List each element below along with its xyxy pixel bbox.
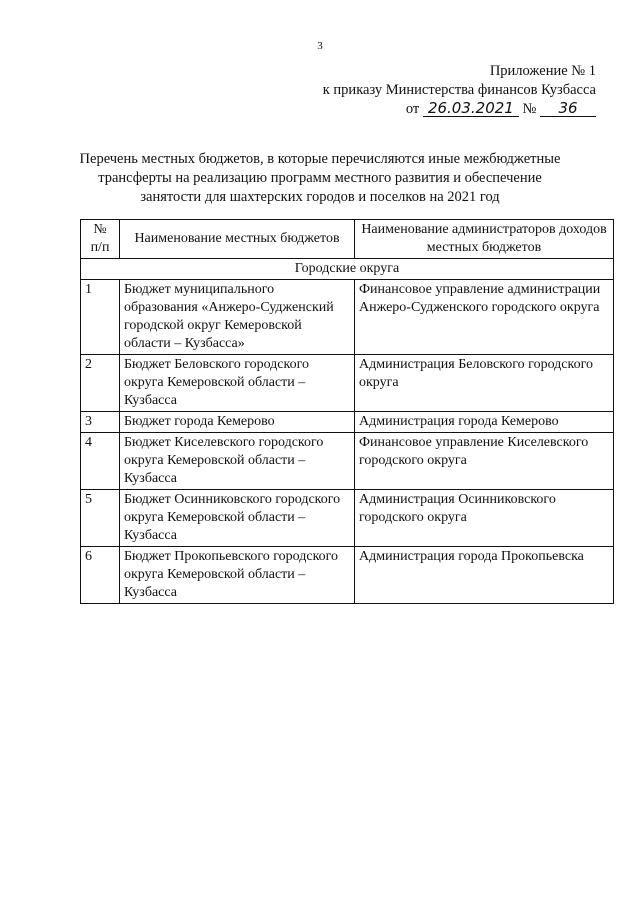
row-number: 5 bbox=[81, 490, 120, 547]
table-row bbox=[81, 355, 614, 412]
appendix-order-ref: к приказу Министерства финансов Кузбасса bbox=[322, 82, 596, 98]
title-line-2: трансферты на реализацию программ местного развития и обеспечение bbox=[98, 170, 542, 186]
header-budget: Наименование местных бюджетов bbox=[120, 220, 355, 259]
appendix-block bbox=[236, 62, 596, 119]
header-num bbox=[81, 220, 120, 259]
table-row bbox=[81, 280, 614, 355]
row-number: 6 bbox=[81, 547, 120, 604]
row-budget-name: Бюджет Осинниковского городского округа Кемеровской области – Кузбасса bbox=[120, 490, 355, 547]
row-budget-name: Бюджет муниципального образования «Анжеро-Судженский городской округ Кемеровской области – Кузбасса» bbox=[120, 280, 355, 355]
section-label: Городские округа bbox=[81, 259, 614, 280]
header-admin: Наименование администраторов доходов местных бюджетов bbox=[355, 220, 614, 259]
appendix-title: Приложение № 1 bbox=[489, 63, 596, 79]
table-row bbox=[81, 433, 614, 490]
row-admin-name: Финансовое управление Киселевского городского округа bbox=[355, 433, 614, 490]
row-admin-name: Администрация Беловского городского округа bbox=[355, 355, 614, 412]
handwritten-number: 36 bbox=[540, 101, 596, 117]
number-prefix: № bbox=[522, 101, 537, 117]
table-row bbox=[81, 412, 614, 433]
section-row bbox=[81, 259, 614, 280]
table-row bbox=[81, 547, 614, 604]
table-row bbox=[81, 490, 614, 547]
row-number: 4 bbox=[81, 433, 120, 490]
row-admin-name: Администрация Осинниковского городского округа bbox=[355, 490, 614, 547]
row-admin-name: Финансовое управление администрации Анжеро-Судженского городского округа bbox=[355, 280, 614, 355]
page-number: 3 bbox=[317, 40, 323, 52]
budgets-table bbox=[80, 219, 614, 604]
row-admin-name: Администрация города Прокопьевска bbox=[355, 547, 614, 604]
header-num-label: п/п bbox=[90, 240, 110, 255]
header-num-symbol: № bbox=[93, 222, 107, 237]
row-budget-name: Бюджет Прокопьевского городского округа Кемеровской области – Кузбасса bbox=[120, 547, 355, 604]
row-budget-name: Бюджет Киселевского городского округа Кемеровской области – Кузбасса bbox=[120, 433, 355, 490]
title-line-3: занятости для шахтерских городов и поселков на 2021 год bbox=[140, 189, 500, 205]
appendix-date-line bbox=[236, 100, 596, 119]
row-admin-name: Администрация города Кемерово bbox=[355, 412, 614, 433]
row-number: 2 bbox=[81, 355, 120, 412]
title-line-1: Перечень местных бюджетов, в которые перечисляются иные межбюджетные bbox=[79, 151, 561, 167]
row-budget-name: Бюджет города Кемерово bbox=[120, 412, 355, 433]
table-header-row bbox=[81, 220, 614, 259]
row-number: 1 bbox=[81, 280, 120, 355]
handwritten-date: 26.03.2021 bbox=[423, 101, 519, 117]
row-budget-name: Бюджет Беловского городского округа Кемеровской области – Кузбасса bbox=[120, 355, 355, 412]
document-title bbox=[60, 150, 580, 207]
row-number: 3 bbox=[81, 412, 120, 433]
date-prefix: от bbox=[405, 101, 420, 117]
